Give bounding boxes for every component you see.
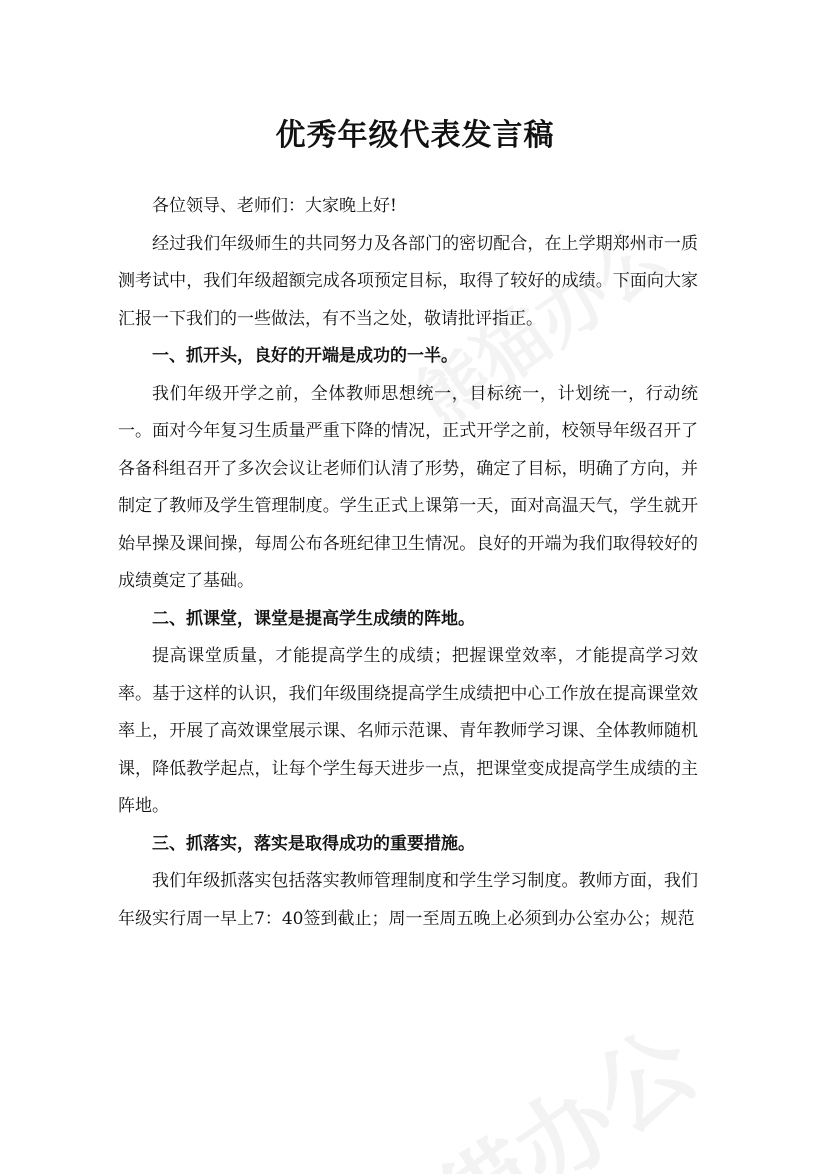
section-paragraph-2: 提高课堂质量，才能提高学生的成绩；把握课堂效率，才能提高学习效率。基于这样的认识，我们年级围绕提高学生成绩把中心工作放在提高课堂效率上，开展了高效课堂展示课、名师示范课、青年教师学习课、全体教师随机课，降低教学起点，让每个学生每天进步一点，把课堂变成提高学生成绩的主阵地。 <box>118 646 698 816</box>
section-heading-3: 三、抓落实，落实是取得成功的重要措施。 <box>152 833 475 854</box>
section-heading-2: 二、抓课堂，课堂是提高学生成绩的阵地。 <box>152 608 475 629</box>
section-heading-1: 一、抓开头，良好的开端是成功的一半。 <box>152 346 458 366</box>
section-paragraph-3: 我们年级抓落实包括落实教师管理制度和学生学习制度。教师方面，我们年级实行周一早上7：40签到截止；周一至周五晚上必须到办公室办公；规范 <box>118 871 698 929</box>
document-body <box>118 188 698 938</box>
watermark-logo <box>325 992 718 1174</box>
document-title: 优秀年级代表发言稿 <box>275 118 555 153</box>
section-paragraph-1: 我们年级开学之前，全体教师思想统一，目标统一，计划统一，行动统一。面对今年复习生质量严重下降的情况，正式开学之前，校领导年级召开了各备科组召开了多次会议让老师们认清了形势，确定了目标，明确了方向，并制定了教师及学生管理制度。学生正式上课第一天，面对高温天气，学生就开始早操及课间操，每周公布各班纪律卫生情况。良好的开端为我们取得较好的成绩奠定了基础。 <box>118 383 698 591</box>
greeting-paragraph: 各位领导、老师们：大家晚上好! <box>152 196 397 216</box>
intro-paragraph: 经过我们年级师生的共同努力及各部门的密切配合，在上学期郑州市一质测考试中，我们年级超额完成各项预定目标，取得了较好的成绩。下面向大家汇报一下我们的一些做法，有不当之处，敬请批评指正。 <box>118 233 698 329</box>
